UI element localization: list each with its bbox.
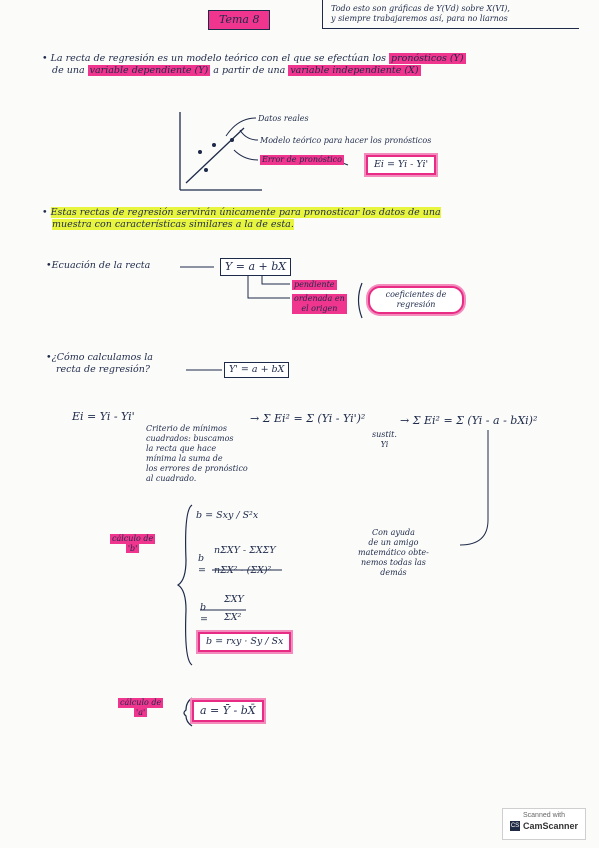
text: 'b' bbox=[127, 544, 138, 553]
substitution-note bbox=[372, 430, 397, 450]
question-calc: •¿Cómo calculamos la recta de regresión? bbox=[46, 352, 153, 375]
b-formula-1: b = Sxy / S²x bbox=[196, 510, 259, 521]
text: matemático obte- bbox=[358, 548, 429, 557]
camscanner-stamp bbox=[502, 808, 586, 840]
helper-note bbox=[358, 528, 429, 578]
text: demás bbox=[380, 568, 407, 577]
text: mínima la suma de bbox=[146, 454, 223, 463]
camscanner-logo-icon: CS bbox=[510, 823, 520, 829]
text: sustit. bbox=[372, 430, 397, 439]
text: 'a' bbox=[136, 708, 146, 717]
text: recta de regresión? bbox=[56, 364, 150, 375]
label-model: Modelo teórico para hacer los pronósticos bbox=[260, 136, 432, 145]
text: el origen bbox=[301, 304, 338, 313]
calc-b-label bbox=[110, 534, 155, 554]
text: Con ayuda bbox=[371, 528, 415, 537]
label-error: Error de pronóstico bbox=[262, 155, 342, 164]
text: la recta que hace bbox=[146, 444, 217, 453]
calc-formula: Y' = a + bX bbox=[224, 362, 289, 378]
text: cuadrados: buscamos bbox=[146, 434, 234, 443]
text: nemos todas las bbox=[360, 558, 426, 567]
a-formula: a = Ȳ - bX̄ bbox=[192, 700, 264, 722]
side-note-line: Todo esto son gráficas de Y(Vd) sobre X(VI), bbox=[331, 4, 510, 13]
label-pendiente: pendiente bbox=[294, 280, 335, 289]
text: CamScanner bbox=[522, 821, 579, 831]
highlight-yellow: muestra con características similares a la de esta. bbox=[52, 219, 294, 230]
highlight-yellow: Estas rectas de regresión servirán únicamente para pronosticar los datos de una bbox=[50, 207, 441, 218]
error-formula: Ei = Yi - Yi' bbox=[366, 155, 436, 175]
equation-label: •Ecuación de la recta bbox=[46, 260, 151, 271]
calc-a-label bbox=[118, 698, 163, 718]
label-coeficientes: coeficientes de regresión bbox=[368, 286, 464, 314]
label-real-data: Datos reales bbox=[258, 114, 309, 123]
text: de un amigo bbox=[368, 538, 419, 547]
b-formula-4: b = rxy · Sy / Sx bbox=[198, 632, 291, 652]
text: de una bbox=[52, 65, 85, 76]
text: Criterio de mínimos bbox=[146, 424, 227, 433]
text: La recta de regresión es un modelo teórico con el que se efectúan los bbox=[50, 53, 386, 64]
numerator: ΣXY bbox=[224, 594, 244, 605]
page-title: Tema 8 bbox=[219, 13, 260, 26]
numerator: nΣXY - ΣXΣY bbox=[214, 545, 276, 556]
paragraph-note: • Estas rectas de regresión servirán únicamente para pronosticar los datos de una muestra con características similares a la de esta. bbox=[42, 207, 441, 230]
text: a partir de una bbox=[213, 65, 286, 76]
denominator: nΣX² - (ΣX)² bbox=[214, 565, 272, 576]
text: cálculo de bbox=[112, 534, 154, 543]
text: al cuadrado. bbox=[146, 474, 197, 483]
text: cálculo de bbox=[120, 698, 162, 707]
text: ordenada en bbox=[294, 294, 345, 303]
sum-squared-errors: → Σ Ei² = Σ (Yi - Yi')² bbox=[250, 412, 366, 425]
denominator: ΣX² bbox=[224, 612, 242, 623]
stamp-line-1: Scanned with bbox=[522, 812, 566, 819]
highlight: pronósticos (Y) bbox=[391, 53, 464, 64]
highlight: variable independiente (X) bbox=[290, 65, 419, 76]
sum-substituted: → Σ Ei² = Σ (Yi - a - bXi)² bbox=[400, 414, 538, 427]
highlight: variable dependiente (Y) bbox=[89, 65, 209, 76]
least-squares-note bbox=[146, 424, 248, 484]
side-note-line: y siempre trabajaremos así, para no liarnos bbox=[331, 14, 508, 23]
stamp-line-2 bbox=[503, 821, 585, 831]
text: ¿Cómo calculamos la bbox=[51, 352, 153, 363]
error-eq: Ei = Yi - Yi' bbox=[72, 410, 135, 423]
text: Ecuación de la recta bbox=[51, 260, 151, 271]
label-ordenada bbox=[292, 294, 347, 314]
text: Yi bbox=[380, 440, 389, 449]
text: los errores de pronóstico bbox=[146, 464, 248, 473]
paragraph-definition: • La recta de regresión es un modelo teórico con el que se efectúan los pronósticos (Y) de una variable dependiente (Y) a partir de una variable independiente (X) bbox=[42, 53, 464, 76]
equation-formula: Y = a + bX bbox=[220, 258, 291, 276]
